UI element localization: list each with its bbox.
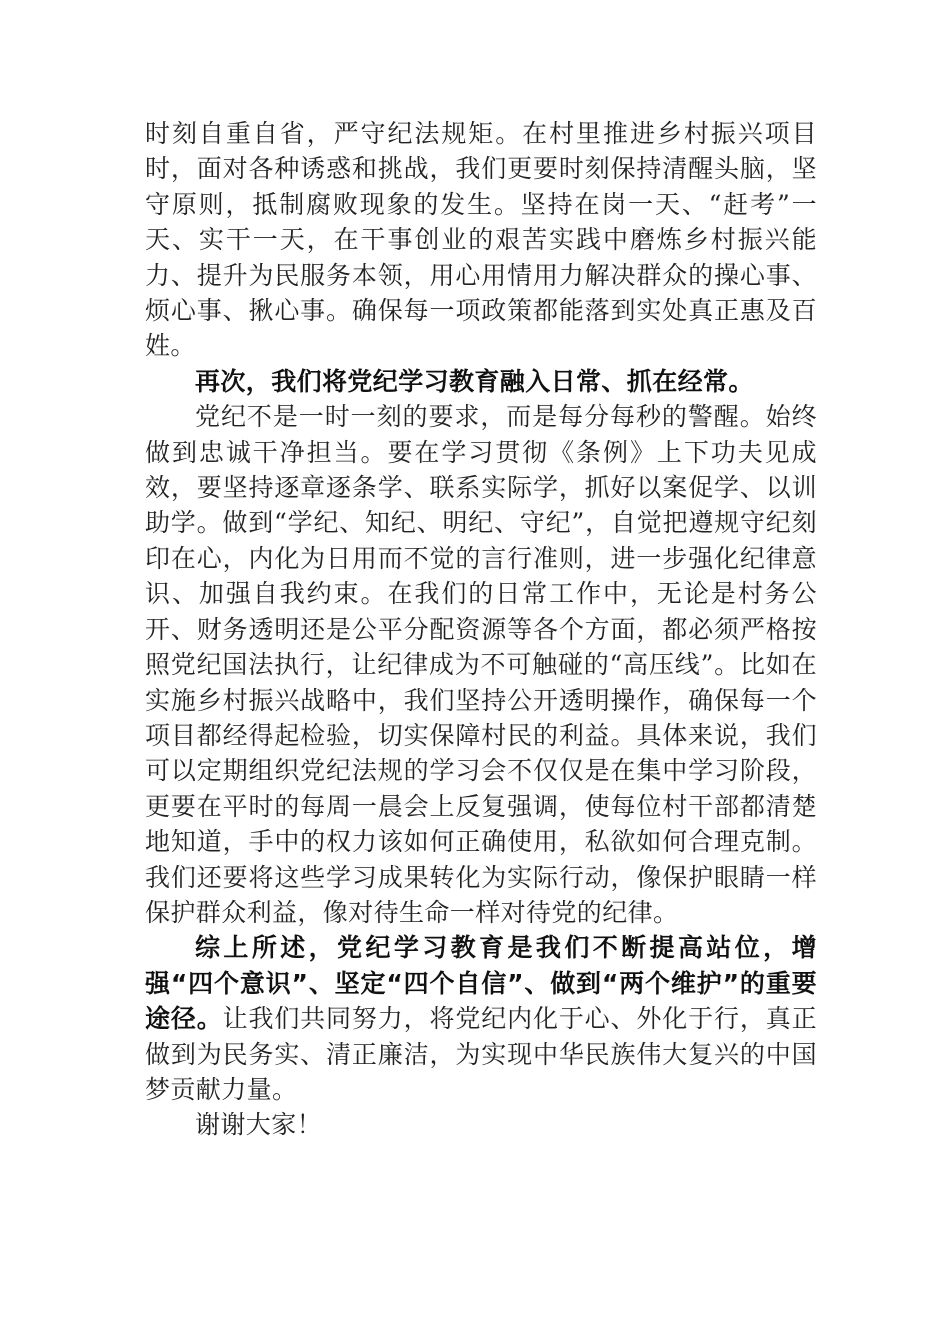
conclusion-rest: 让我们共同努力，将党纪内化于心、外化于行，真正做到为民务实、清正廉洁，为实现中华民族伟大复兴的中国梦贡献力量。: [145, 1004, 817, 1104]
conclusion-bold-lead: 综上所述，党纪学习教育是我们不断提高站位，增强“四个意识”、坚定“四个自信”、做到“两个维护”的重要途径。: [145, 933, 817, 1034]
closing-thanks: 谢谢大家！: [195, 1110, 323, 1140]
paragraph-conclusion: [145, 930, 817, 1107]
paragraph-integrity: 时刻自重自省，严守纪法规矩。在村里推进乡村振兴项目时，面对各种诱惑和挑战，我们更要时刻保持清醒头脑，坚守原则，抵制腐败现象的发生。坚持在岗一天、“赶考”一天、实干一天，在干事创业的艰苦实践中磨炼乡村振兴能力、提升为民服务本领，用心用情用力解决群众的操心事、烦心事、揪心事。确保每一项政策都能落到实处真正惠及百姓。: [145, 119, 817, 361]
heading-third-point: 再次，我们将党纪学习教育融入日常、抓在经常。: [195, 366, 754, 396]
paragraph-discipline-daily: 党纪不是一时一刻的要求，而是每分每秒的警醒。始终做到忠诚干净担当。要在学习贯彻《条例》上下功夫见成效，要坚持逐章逐条学、联系实际学，抓好以案促学、以训助学。做到“学纪、知纪、明纪、守纪”，自觉把遵规守纪刻印在心，内化为日用而不觉的言行准则，进一步强化纪律意识、加强自我约束。在我们的日常工作中，无论是村务公开、财务透明还是公平分配资源等各个方面，都必须严格按照党纪国法执行，让纪律成为不可触碰的“高压线”。比如在实施乡村振兴战略中，我们坚持公开透明操作，确保每一个项目都经得起检验，切实保障村民的利益。具体来说，我们可以定期组织党纪法规的学习会不仅仅是在集中学习阶段，更要在平时的每周一晨会上反复强调，使每位村干部都清楚地知道，手中的权力该如何正确使用，私欲如何合理克制。我们还要将这些学习成果转化为实际行动，像保护眼睛一样保护群众利益，像对待生命一样对待党的纪律。: [145, 402, 817, 927]
document-page: [145, 116, 817, 1143]
